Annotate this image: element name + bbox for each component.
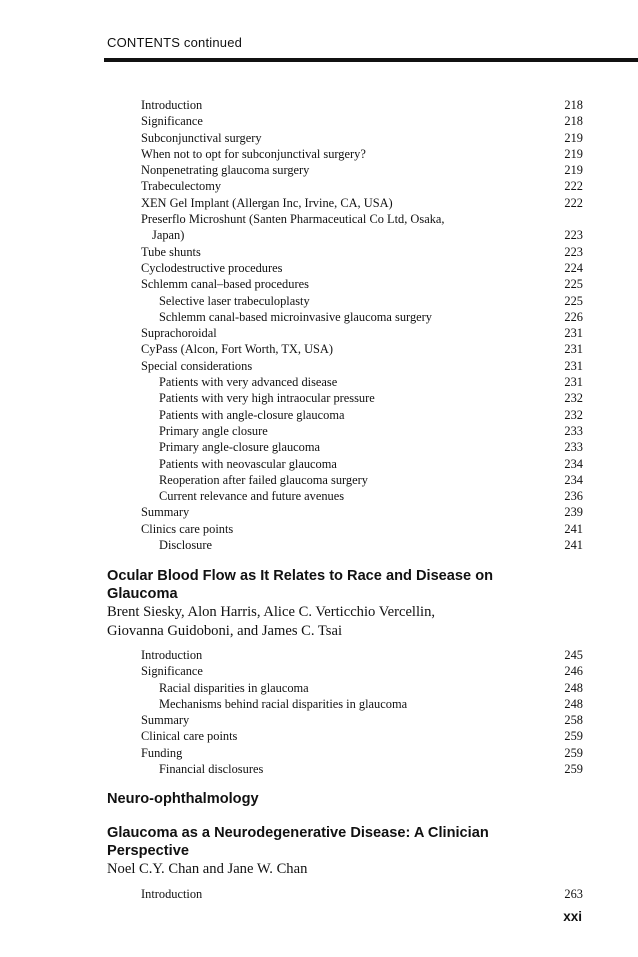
toc-entry bbox=[141, 309, 583, 325]
toc-entry bbox=[141, 761, 583, 777]
toc-entry-page: 224 bbox=[564, 260, 583, 275]
toc-entry bbox=[141, 728, 583, 744]
toc-entry-title: Special considerations bbox=[141, 358, 253, 373]
toc-entry-page: 259 bbox=[564, 745, 583, 760]
toc-entry bbox=[141, 178, 583, 194]
toc-entry-title: Nonpenetrating glaucoma surgery bbox=[141, 163, 310, 178]
toc-entry-title: Significance bbox=[141, 114, 203, 129]
toc-entry-page: 241 bbox=[564, 521, 583, 536]
toc-entry-title: Schlemm canal–based procedures bbox=[141, 277, 309, 292]
toc-entry-page: 219 bbox=[564, 163, 583, 178]
article-title-line: Glaucoma as a Neurodegenerative Disease: A Clinician bbox=[107, 825, 489, 841]
toc-entry-page: 263 bbox=[564, 887, 583, 901]
page-number: xxi bbox=[563, 909, 582, 924]
toc-entry bbox=[141, 130, 583, 146]
toc-entry-title: Suprachoroidal bbox=[141, 326, 217, 341]
toc-list-surgery bbox=[141, 97, 583, 553]
toc-entry bbox=[141, 680, 583, 696]
toc-entry-page: 233 bbox=[564, 440, 583, 455]
toc-entry-title-line: Preserflo Microshunt (Santen Pharmaceutical Co Ltd, Osaka, bbox=[141, 212, 445, 227]
toc-entry-page: 232 bbox=[564, 407, 583, 422]
toc-entry-page: 219 bbox=[564, 130, 583, 145]
toc-entry-title: Mechanisms behind racial disparities in glaucoma bbox=[159, 696, 408, 711]
article-title-ocular-blood-flow bbox=[107, 567, 547, 603]
toc-list-neurodegenerative bbox=[141, 886, 583, 902]
toc-entry-title: XEN Gel Implant (Allergan Inc, Irvine, CA, USA) bbox=[141, 195, 393, 210]
toc-entry bbox=[141, 390, 583, 406]
toc-entry-title: Trabeculectomy bbox=[141, 179, 222, 194]
toc-entry-page: 246 bbox=[564, 664, 583, 679]
toc-entry bbox=[141, 663, 583, 679]
toc-entry-page: 248 bbox=[564, 696, 583, 711]
toc-entry-title: Racial disparities in glaucoma bbox=[159, 680, 309, 695]
toc-entry-title: Primary angle closure bbox=[159, 423, 268, 438]
toc-entry-title: Subconjunctival surgery bbox=[141, 130, 262, 145]
article-authors-ocular-blood-flow bbox=[107, 603, 567, 641]
toc-entry-page: 226 bbox=[564, 309, 583, 324]
toc-entry bbox=[141, 341, 583, 357]
toc-entry bbox=[141, 276, 583, 292]
toc-entry-page: 231 bbox=[564, 375, 583, 390]
toc-entry-title: Patients with very advanced disease bbox=[159, 375, 338, 390]
toc-entry-title: Clinics care points bbox=[141, 521, 234, 536]
toc-entry-page: 259 bbox=[564, 729, 583, 744]
toc-entry-title-line: Japan) bbox=[152, 228, 185, 243]
toc-entry bbox=[141, 195, 583, 211]
toc-entry bbox=[141, 293, 583, 309]
toc-entry-title: Tube shunts bbox=[141, 244, 201, 259]
toc-entry bbox=[141, 97, 583, 113]
toc-entry bbox=[141, 488, 583, 504]
toc-entry-page: 245 bbox=[564, 648, 583, 662]
toc-entry-page: 233 bbox=[564, 423, 583, 438]
toc-entry-page: 219 bbox=[564, 146, 583, 161]
toc-entry bbox=[141, 696, 583, 712]
toc-entry-title: Introduction bbox=[141, 648, 203, 662]
toc-entry-page: 248 bbox=[564, 680, 583, 695]
header-rule bbox=[104, 58, 638, 62]
authors-line: Brent Siesky, Alon Harris, Alice C. Verticchio Vercellin, bbox=[107, 604, 436, 620]
toc-entry bbox=[141, 886, 583, 902]
toc-entry-title: Introduction bbox=[141, 98, 203, 112]
article-title-line: Perspective bbox=[107, 843, 189, 859]
toc-entry-title: Clinical care points bbox=[141, 729, 238, 744]
toc-entry-title: Financial disclosures bbox=[159, 762, 264, 777]
toc-entry-page: 222 bbox=[564, 195, 583, 210]
toc-entry bbox=[141, 712, 583, 728]
toc-entry-title: Patients with very high intraocular pressure bbox=[159, 391, 375, 406]
toc-entry bbox=[141, 647, 583, 663]
toc-entry bbox=[141, 472, 583, 488]
toc-entry-title: Funding bbox=[141, 745, 183, 760]
toc-entry bbox=[141, 521, 583, 537]
article-authors-neurodegenerative bbox=[107, 860, 567, 879]
toc-entry-title: Summary bbox=[141, 505, 190, 520]
toc-entry-title: Current relevance and future avenues bbox=[159, 489, 345, 504]
toc-entry-page: 258 bbox=[564, 713, 583, 728]
toc-entry-page: 239 bbox=[564, 505, 583, 520]
toc-entry bbox=[141, 407, 583, 423]
section-heading: Neuro-ophthalmology bbox=[107, 791, 259, 807]
toc-entry-title: When not to opt for subconjunctival surgery? bbox=[141, 146, 366, 161]
article-title-neurodegenerative bbox=[107, 824, 547, 860]
toc-entry-page: 259 bbox=[564, 762, 583, 777]
toc-entry bbox=[141, 113, 583, 129]
toc-entry bbox=[141, 745, 583, 761]
toc-entry-title: Summary bbox=[141, 713, 190, 728]
toc-entry bbox=[141, 439, 583, 455]
toc-list-ocular-blood-flow bbox=[141, 647, 583, 777]
toc-entry-title: Schlemm canal-based microinvasive glaucoma surgery bbox=[159, 309, 432, 324]
toc-entry-page: 225 bbox=[564, 277, 583, 292]
toc-entry-title: Patients with neovascular glaucoma bbox=[159, 456, 337, 471]
toc-entry-title: Reoperation after failed glaucoma surgery bbox=[159, 472, 368, 487]
toc-entry bbox=[141, 358, 583, 374]
toc-entry-page: 223 bbox=[564, 244, 583, 259]
article-title-line: Glaucoma bbox=[107, 586, 178, 602]
toc-entry-page: 223 bbox=[564, 228, 583, 243]
toc-entry bbox=[141, 162, 583, 178]
toc-entry bbox=[141, 537, 583, 553]
toc-entry-page: 225 bbox=[564, 293, 583, 308]
toc-entry-title: Selective laser trabeculoplasty bbox=[159, 293, 310, 308]
toc-entry-title: Cyclodestructive procedures bbox=[141, 260, 283, 275]
toc-entry bbox=[141, 456, 583, 472]
toc-entry-title: Significance bbox=[141, 664, 203, 679]
toc-entry-page: 241 bbox=[564, 538, 583, 553]
toc-entry-page: 232 bbox=[564, 391, 583, 406]
toc-entry-title bbox=[141, 211, 445, 244]
toc-entry-page: 231 bbox=[564, 358, 583, 373]
toc-entry-page: 218 bbox=[564, 114, 583, 129]
authors-line: Giovanna Guidoboni, and James C. Tsai bbox=[107, 623, 343, 639]
toc-entry-title: Patients with angle-closure glaucoma bbox=[159, 407, 345, 422]
toc-entry-page: 231 bbox=[564, 342, 583, 357]
authors-line: Noel C.Y. Chan and Jane W. Chan bbox=[107, 861, 308, 877]
toc-entry bbox=[141, 244, 583, 260]
toc-entry-title: Disclosure bbox=[159, 538, 212, 553]
toc-entry-page: 234 bbox=[564, 456, 583, 471]
toc-entry-page: 234 bbox=[564, 472, 583, 487]
toc-entry bbox=[141, 260, 583, 276]
toc-entry-title: Introduction bbox=[141, 887, 203, 901]
running-head: CONTENTS continued bbox=[107, 35, 243, 50]
toc-entry-title: CyPass (Alcon, Fort Worth, TX, USA) bbox=[141, 342, 333, 357]
toc-entry-page: 231 bbox=[564, 326, 583, 341]
toc-entry bbox=[141, 146, 583, 162]
toc-entry-page: 218 bbox=[564, 98, 583, 112]
toc-entry-page: 222 bbox=[564, 179, 583, 194]
toc-entry bbox=[141, 374, 583, 390]
toc-entry-page: 236 bbox=[564, 489, 583, 504]
article-title-line: Ocular Blood Flow as It Relates to Race and Disease on bbox=[107, 568, 494, 584]
toc-entry bbox=[141, 325, 583, 341]
toc-entry-title: Primary angle-closure glaucoma bbox=[159, 440, 321, 455]
toc-entry bbox=[141, 504, 583, 520]
toc-entry bbox=[141, 423, 583, 439]
toc-entry bbox=[141, 211, 583, 244]
